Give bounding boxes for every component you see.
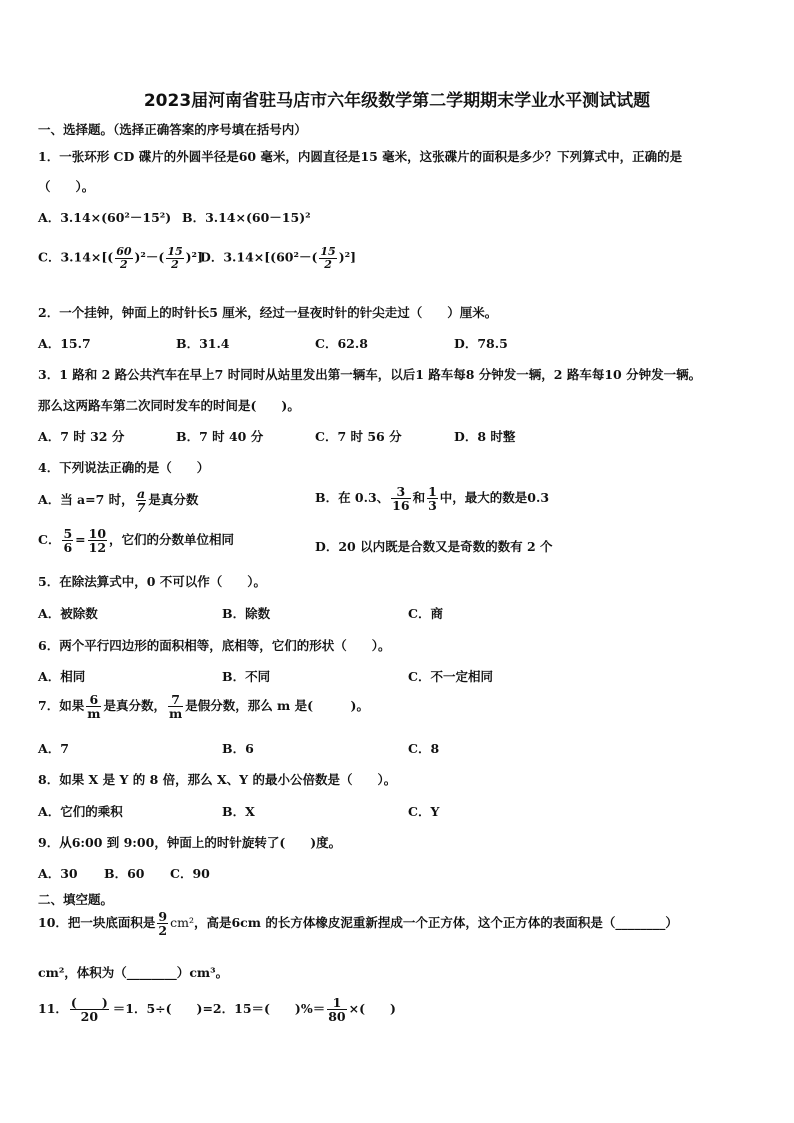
- q4-c-fraction-2: $\frac{10}{12}$: [88, 526, 107, 556]
- q6-option-b: B．不同: [222, 669, 271, 684]
- q1-option-a: A．3.14×(60²－15²): [38, 210, 172, 225]
- q10-prefix: 10．把一块底面积是: [38, 915, 156, 931]
- q1-d-prefix: D．3.14×[(60²－(: [200, 249, 318, 265]
- q10-fraction: $\frac{9}{2}$: [158, 909, 168, 939]
- q1-option-c: [38, 246, 203, 270]
- q4-a-prefix: A．当 a=7 时，: [38, 492, 134, 508]
- page-title: 2023届河南省驻马店市六年级数学第二学期期末学业水平测试试题: [143, 91, 651, 111]
- q8-option-c: C．Y: [408, 804, 440, 819]
- q6-option-a: A．相同: [38, 669, 86, 684]
- q4-a-suffix: 是真分数: [148, 492, 199, 508]
- q5-option-b: B．除数: [222, 606, 271, 621]
- q4-b-prefix: B．在 0.3、: [315, 490, 390, 506]
- q4-option-c: [38, 527, 234, 554]
- q10-middle: ，高是6cm 的长方体橡皮泥重新捏成一个正方体，这个正方体的表面积是（________）: [193, 915, 678, 931]
- q11-suffix: ×( ): [348, 1001, 396, 1017]
- q4-b-fraction-1: $\frac{3}{16}$: [392, 484, 410, 514]
- q11-stem: [38, 996, 396, 1023]
- q7-fraction-2: $\frac{7}{m}$: [168, 692, 183, 722]
- section-choice-heading: 一、选择题。（选择正确答案的序号填在括号内）: [38, 122, 307, 137]
- q1-c-prefix: C．3.14×[(: [38, 249, 114, 265]
- q3-stem: 3．1 路和 2 路公共汽车在早上7 时同时从站里发出第一辆车，以后1 路车每8 分钟发一辆，2 路车每10 分钟发一辆。: [38, 367, 702, 382]
- q4-a-fraction: $\frac{a}{7}$: [136, 486, 146, 516]
- q4-c-fraction-1: $\frac{5}{6}$: [63, 526, 73, 556]
- q4-option-b: [315, 485, 549, 512]
- q4-b-middle: 和: [412, 490, 426, 506]
- q9-stem: 9．从6:00 到 9:00，钟面上的时针旋转了( )度。: [38, 835, 342, 850]
- q7-option-a: A．7: [38, 741, 69, 756]
- q4-c-equals: =: [75, 532, 86, 548]
- q5-option-a: A．被除数: [38, 606, 98, 621]
- q5-option-c: C．商: [408, 606, 443, 621]
- q8-option-a: A．它们的乘积: [38, 804, 123, 819]
- q1-c-fraction-1: $\frac{60}{2}$: [116, 245, 132, 271]
- q7-suffix: 是假分数，那么 m 是( )。: [185, 698, 369, 714]
- q1-d-suffix: )²]: [338, 249, 356, 265]
- q3-option-d: D．8 时整: [454, 429, 516, 444]
- q1-c-middle: )²－(: [134, 249, 165, 265]
- q3-stem-cont: 那么这两路车第二次同时发车的时间是( )。: [38, 398, 300, 413]
- q7-prefix: 7．如果: [38, 698, 85, 714]
- q1-c-suffix: )²]: [185, 249, 203, 265]
- q2-option-c: C．62.8: [315, 336, 368, 351]
- q1-option-d: [200, 246, 356, 270]
- q9-option-a: A．30: [38, 866, 78, 881]
- q7-option-b: B．6: [222, 741, 254, 756]
- q2-option-b: B．31.4: [176, 336, 230, 351]
- q2-option-a: A．15.7: [38, 336, 91, 351]
- q2-option-d: D．78.5: [454, 336, 508, 351]
- section-fill-heading: 二、填空题。: [38, 892, 114, 907]
- q4-b-suffix: 中，最大的数是0.3: [439, 490, 550, 506]
- q7-fraction-1: $\frac{6}{m}$: [87, 692, 101, 722]
- q3-option-c: C．7 时 56 分: [315, 429, 402, 444]
- q7-option-c: C．8: [408, 741, 440, 756]
- q7-middle: 是真分数，: [103, 698, 166, 714]
- q11-prefix: 11．: [38, 1001, 68, 1017]
- q11-fraction-2: $\frac{1}{80}$: [328, 995, 346, 1025]
- q1-stem-cont: （ ）。: [38, 179, 95, 194]
- q1-stem: 1．一张环形 CD 碟片的外圆半径是60 毫米，内圆直径是15 毫米，这张碟片的面积是多少？下列算式中，正确的是: [38, 149, 683, 164]
- q1-c-fraction-2: $\frac{15}{2}$: [167, 245, 183, 271]
- q6-option-c: C．不一定相同: [408, 669, 493, 684]
- q3-option-b: B．7 时 40 分: [176, 429, 264, 444]
- q1-option-b: B．3.14×(60－15)²: [182, 210, 311, 225]
- q11-fraction-1: $\frac{( )}{20}$: [70, 995, 108, 1025]
- q4-b-fraction-2: $\frac{1}{3}$: [428, 484, 437, 514]
- q6-stem: 6．两个平行四边形的面积相等，底相等，它们的形状（ ）。: [38, 638, 391, 653]
- q9-option-b: B．60: [104, 866, 145, 881]
- q7-stem: [38, 693, 369, 720]
- q5-stem: 5．在除法算式中，0 不可以作（ ）。: [38, 574, 266, 589]
- q4-stem: 4．下列说法正确的是（ ）: [38, 460, 210, 475]
- q1-d-fraction: $\frac{15}{2}$: [320, 245, 336, 271]
- q10-stem: [38, 910, 678, 937]
- q10-stem-cont: cm²，体积为（________）cm³。: [38, 965, 229, 980]
- q4-option-d: D．20 以内既是合数又是奇数的数有 2 个: [315, 539, 553, 554]
- q10-unit: cm²: [170, 915, 194, 931]
- q2-stem: 2．一个挂钟，钟面上的时针长5 厘米，经过一昼夜时针的针尖走过（ ）厘米。: [38, 305, 498, 320]
- q4-option-a: [38, 487, 198, 514]
- q8-stem: 8．如果 X 是 Y 的 8 倍，那么 X、Y 的最小公倍数是（ ）。: [38, 772, 397, 787]
- q11-middle: ＝1．5÷( )=2．15＝( )%＝: [112, 1001, 326, 1017]
- q4-c-suffix: ，它们的分数单位相同: [109, 532, 235, 548]
- q4-c-prefix: C．: [38, 532, 61, 548]
- q3-option-a: A．7 时 32 分: [38, 429, 125, 444]
- q9-option-c: C．90: [170, 866, 210, 881]
- q8-option-b: B．X: [222, 804, 255, 819]
